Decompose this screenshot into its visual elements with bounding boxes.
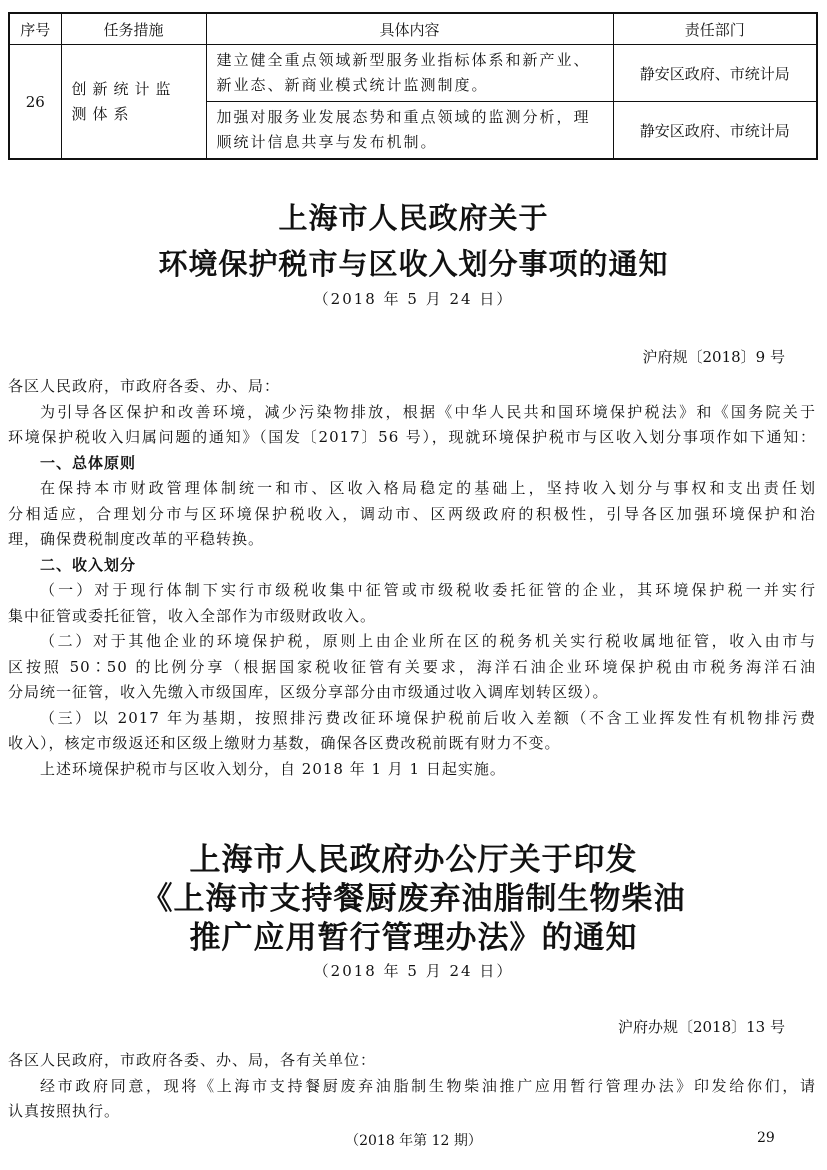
- task-table: [8, 12, 818, 160]
- cell-dept: 静安区政府、市统计局: [613, 102, 817, 160]
- notice2-title-line: 推广应用暂行管理办法》的通知: [189, 920, 638, 956]
- text-line: （二）对于其他企业的环境保护税，原则上由企业所在区的税务机关实行税收属地征管，收入由市与: [40, 632, 816, 650]
- text-line: 集中征管或委托征管，收入全部作为市级财政收入。: [8, 606, 377, 625]
- text-line: 收入），核定市级返还和区级上缴财力基数，确保各区费改税前既有财力不变。: [8, 734, 561, 752]
- text-line: （三）以 2017 年为基期，按照排污费改征环境保护税前后收入差额（不含工业挥发性有机物排污费: [40, 708, 816, 727]
- text-line: （一）对于现行体制下实行市级税收集中征管或市级税收委托征管的企业，其环境保护税一并实行: [40, 581, 816, 599]
- notice2-date: （2018 年 5 月 24 日）: [313, 962, 514, 980]
- cell-dept: 静安区政府、市统计局: [613, 45, 817, 102]
- header-dept: 责任部门: [613, 13, 817, 45]
- text-line: 分相适应，合理划分市与区环境保护税收入，调动市、区两级政府的积极性，引导各区加强环境保护和治: [8, 504, 816, 523]
- notice2-doc-number: 沪府办规〔2018〕13 号: [617, 1018, 785, 1036]
- text-line: 理，确保费税制度改革的平稳转换。: [8, 530, 265, 548]
- notice2-body: [8, 1048, 816, 1125]
- text-line: 分局统一征管，收入先缴入市级国库，区级分享部分由市级通过收入调库划转区级）。: [8, 683, 609, 701]
- section-heading: 一、总体原则: [40, 453, 137, 472]
- text-line: 各区人民政府，市政府各委、办、局：: [8, 377, 281, 395]
- cell-measure: 创新统计监测体系: [61, 45, 206, 160]
- text-line: 经市政府同意，现将《上海市支持餐厨废弃油脂制生物柴油推广应用暂行管理办法》印发给你们，请: [40, 1076, 816, 1095]
- page-number: 29: [757, 1130, 775, 1146]
- notice1-title-line: 环境保护税市与区收入划分事项的通知: [158, 247, 669, 281]
- text-line: 各区人民政府，市政府各委、办、局，各有关单位：: [8, 1051, 377, 1069]
- text-line: 环境保护税收入归属问题的通知》（国发〔2017〕56 号），现就环境保护税市与区收入划分事项作如下通知：: [8, 428, 816, 446]
- text-line: 为引导各区保护和改善环境，减少污染物排放，根据《中华人民共和国环境保护税法》和《国务院关于: [40, 402, 816, 421]
- table-header-row: [9, 13, 817, 45]
- cell-number: 26: [9, 45, 61, 160]
- header-number: 序号: [9, 13, 61, 45]
- section-heading: 二、收入划分: [40, 555, 137, 574]
- cell-content: 加强对服务业发展态势和重点领域的监测分析，理顺统计信息共享与发布机制。: [206, 102, 613, 160]
- text-line: 在保持本市财政管理体制统一和市、区收入格局稳定的基础上，坚持收入划分与事权和支出责任划: [40, 479, 816, 497]
- cell-content: 建立健全重点领域新型服务业指标体系和新产业、新业态、新商业模式统计监测制度。: [206, 45, 613, 102]
- header-measure: 任务措施: [61, 13, 206, 45]
- notice1-doc-number: 沪府规〔2018〕9 号: [642, 348, 785, 366]
- text-line: 区按照 50∶50 的比例分享（根据国家税收征管有关要求，海洋石油企业环境保护税由市税务海洋石油: [8, 657, 816, 676]
- issue-label: （2018 年第 12 期）: [345, 1133, 482, 1149]
- notice1-date: （2018 年 5 月 24 日）: [313, 290, 514, 308]
- text-line: 认真按照执行。: [8, 1102, 121, 1120]
- header-content: 具体内容: [206, 13, 613, 45]
- notice2-title-line: 上海市人民政府办公厅关于印发: [189, 842, 638, 878]
- text-line: 上述环境保护税市与区收入划分，自 2018 年 1 月 1 日起实施。: [40, 759, 506, 778]
- notice1-title-line: 上海市人民政府关于: [278, 201, 549, 235]
- notice2-title-line: 《上海市支持餐厨废弃油脂制生物柴油: [141, 881, 686, 917]
- table-row: [9, 45, 817, 102]
- notice1-body: [8, 374, 816, 782]
